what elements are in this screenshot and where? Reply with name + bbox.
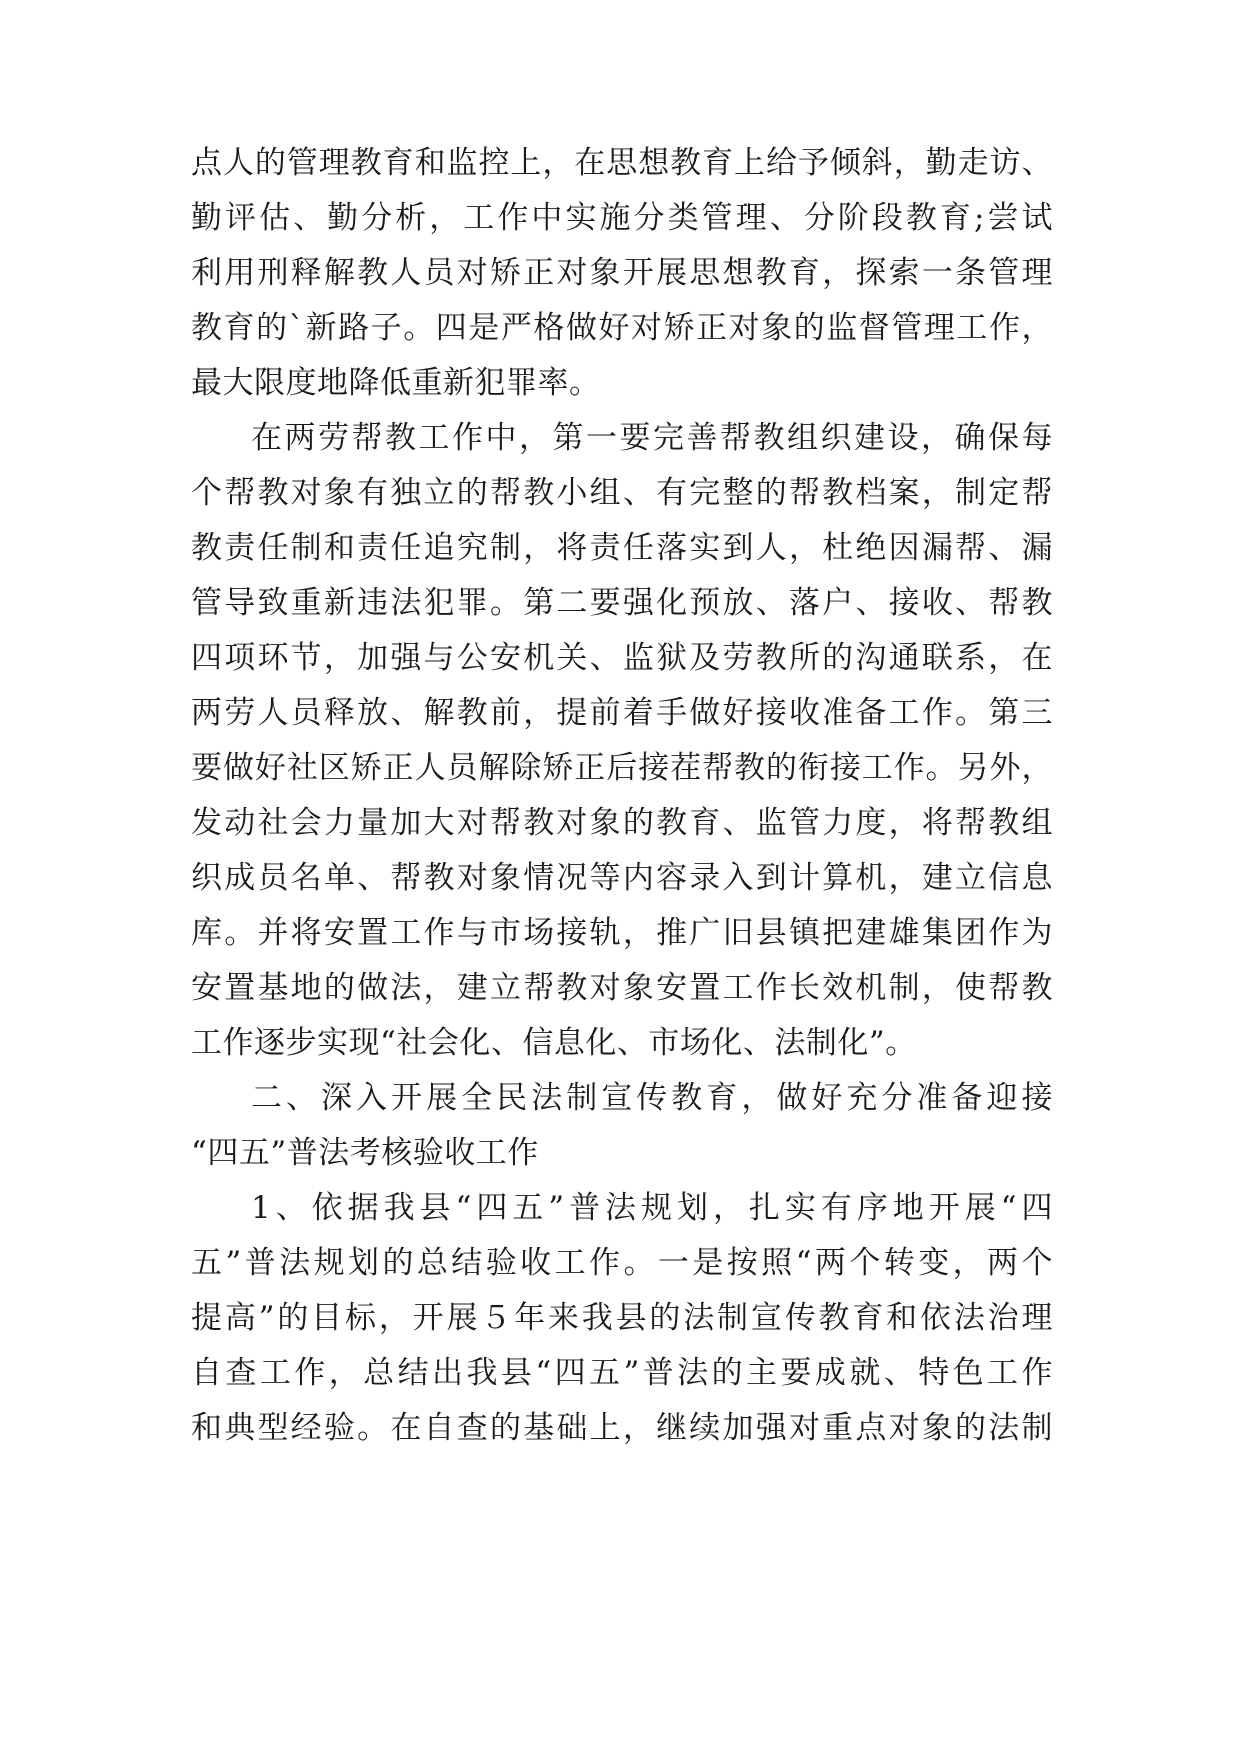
text-line: 提高”的目标，开展５年来我县的法制宣传教育和依法治理 (191, 1300, 1053, 1336)
text-line: 二、深入开展全民法制宣传教育，做好充分准备迎接 (251, 1080, 1053, 1116)
paragraph (191, 136, 1053, 411)
text-line: 发动社会力量加大对帮教对象的教育、监管力度，将帮教组 (191, 805, 1053, 841)
paragraph (191, 1071, 1053, 1181)
text-line: 1、依据我县“四五”普法规划，扎实有序地开展“四 (251, 1190, 1053, 1226)
text-line: 最大限度地降低重新犯罪率。 (191, 365, 601, 401)
text-line: 利用刑释解教人员对矫正对象开展思想教育，探索一条管理 (191, 255, 1053, 291)
text-line: 两劳人员释放、解教前，提前着手做好接收准备工作。第三 (191, 695, 1053, 731)
text-line: 和典型经验。在自查的基础上，继续加强对重点对象的法制 (191, 1410, 1053, 1446)
text-line: 勤评估、勤分析，工作中实施分类管理、分阶段教育;尝试 (191, 200, 1053, 236)
text-line: 要做好社区矫正人员解除矫正后接茬帮教的衔接工作。另外， (191, 750, 1053, 786)
text-line: 织成员名单、帮教对象情况等内容录入到计算机，建立信息 (191, 860, 1053, 896)
paragraph (191, 1181, 1053, 1456)
text-line: 四项环节，加强与公安机关、监狱及劳教所的沟通联系，在 (191, 640, 1053, 676)
document-body (191, 136, 1053, 1456)
text-line: 点人的管理教育和监控上，在思想教育上给予倾斜，勤走访、 (191, 145, 1053, 181)
text-line: “四五”普法考核验收工作 (191, 1135, 539, 1171)
paragraph (191, 411, 1053, 1071)
text-line: 在两劳帮教工作中，第一要完善帮教组织建设，确保每 (251, 420, 1053, 456)
text-line: 五”普法规划的总结验收工作。一是按照“两个转变，两个 (191, 1245, 1053, 1281)
text-line: 教责任制和责任追究制，将责任落实到人，杜绝因漏帮、漏 (191, 530, 1053, 566)
text-line: 安置基地的做法，建立帮教对象安置工作长效机制，使帮教 (191, 970, 1053, 1006)
text-line: 工作逐步实现“社会化、信息化、市场化、法制化”。 (191, 1025, 917, 1061)
text-line: 教育的`新路子。四是严格做好对矫正对象的监督管理工作， (191, 310, 1053, 346)
text-line: 个帮教对象有独立的帮教小组、有完整的帮教档案，制定帮 (191, 475, 1053, 511)
text-line: 管导致重新违法犯罪。第二要强化预放、落户、接收、帮教 (191, 585, 1053, 621)
text-line: 自查工作，总结出我县“四五”普法的主要成就、特色工作 (191, 1355, 1053, 1391)
text-line: 库。并将安置工作与市场接轨，推广旧县镇把建雄集团作为 (191, 915, 1053, 951)
